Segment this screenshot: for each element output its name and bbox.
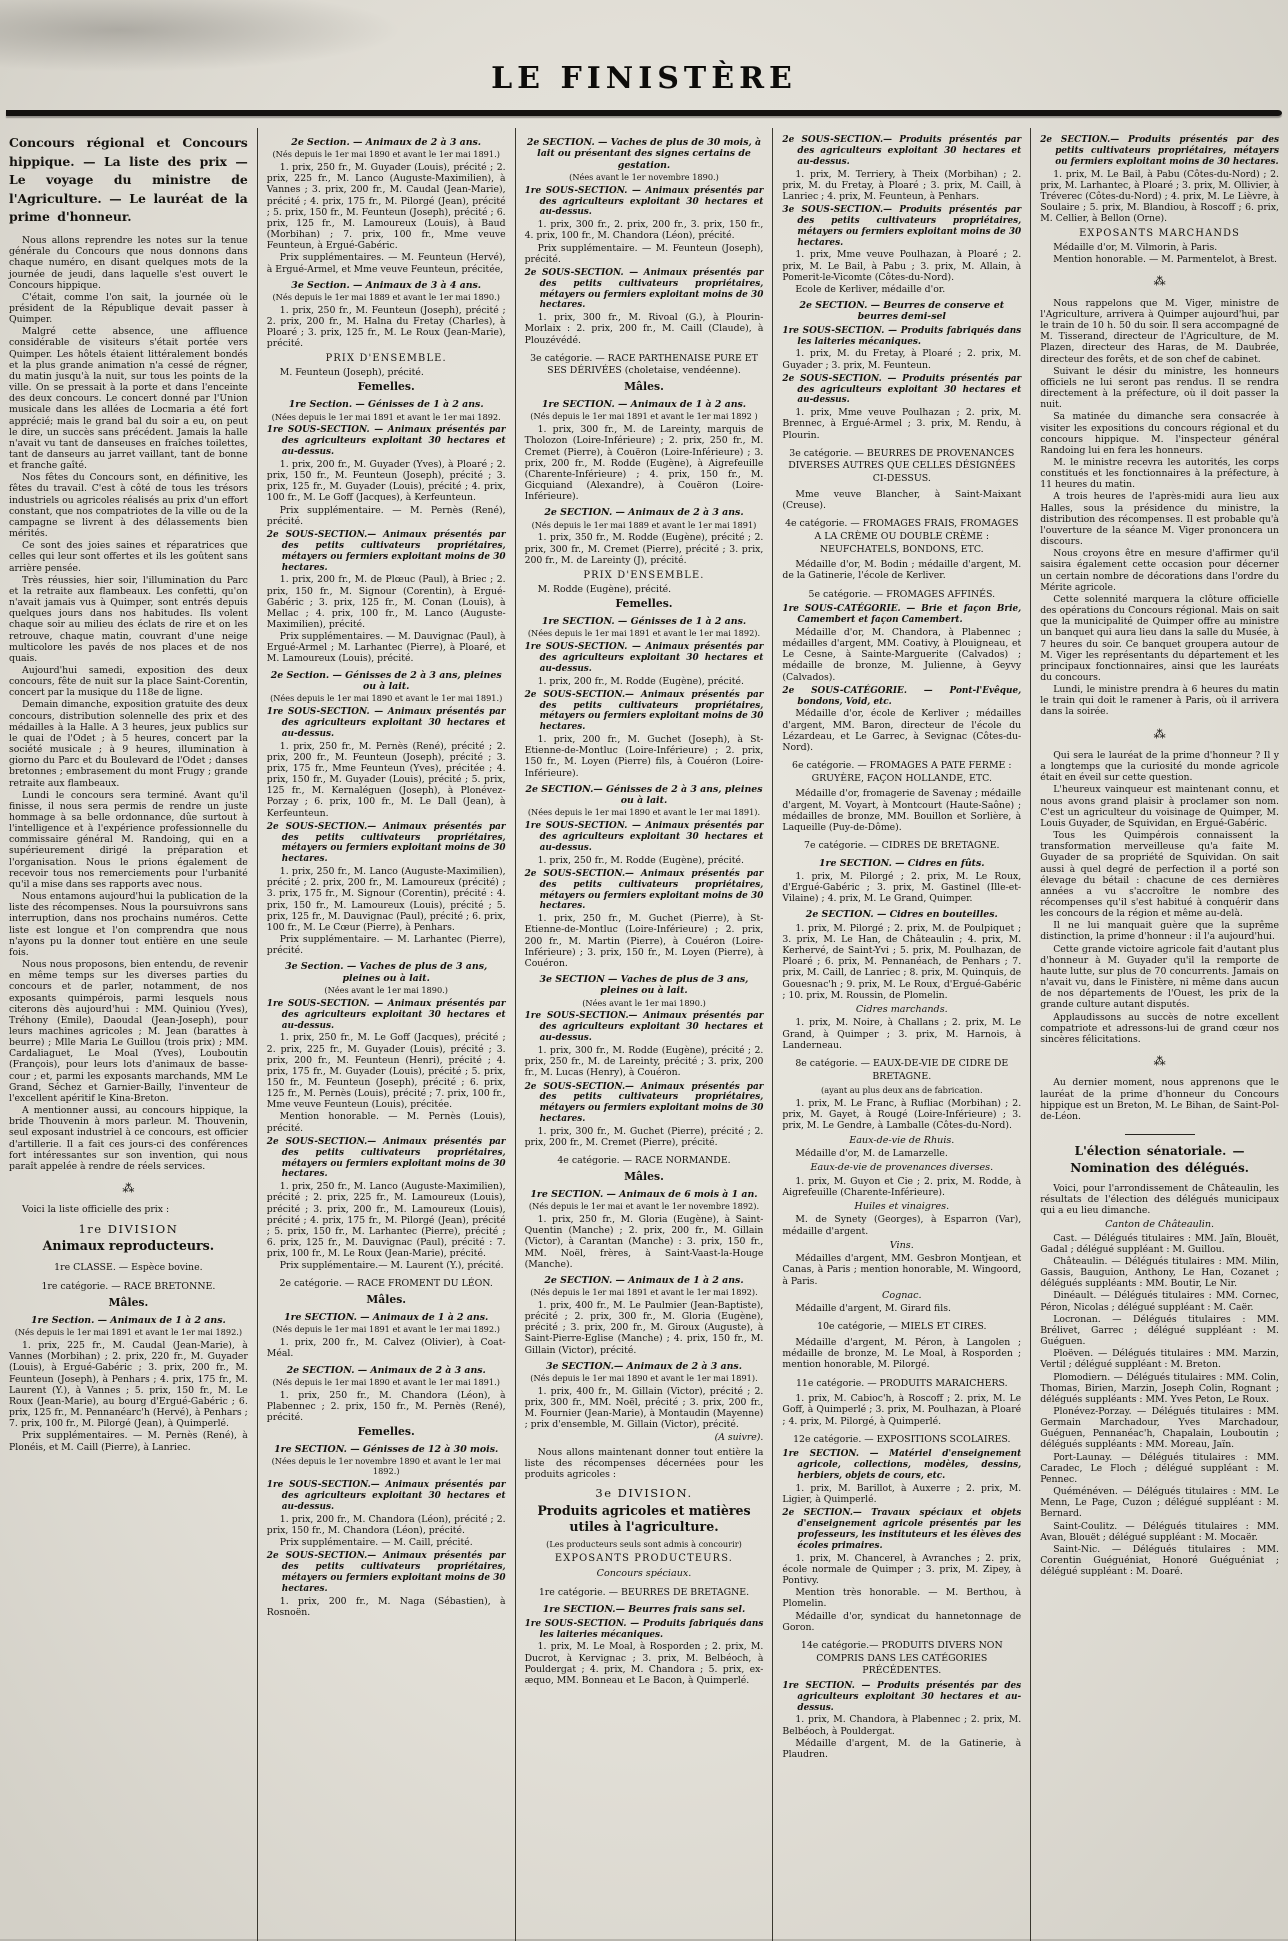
asterism-divider: ⁂ — [1153, 1054, 1166, 1069]
paragraph: Tous les Quimpérois connaissent la transformation merveilleuse qu'a faite M. Guyader de sa propriété de Squividan. On sait aussi à quel degré de perfection il a porté son élevage du bétail : chacune de ces dernières années a vu s'accroître le nombre des récompenses qu'il s'est habitué à conquérir dans les concours de la région et même au-delà. — [1040, 830, 1279, 920]
section-heading: 2e SECTION. — Cidres en bouteilles. — [805, 909, 998, 921]
date-note: (Nés depuis le 1er mai 1890 et avant le 1er mai 1891). — [530, 1373, 758, 1384]
subsection-heading: 1re SECTION. — Produits présentés par des agriculteurs exploitant 30 hectares et au-dessus. — [782, 1680, 1022, 1713]
paragraph: Sa matinée du dimanche sera consacrée à visiter les expositions du concours régional et du concours hippique. M. l'inspecteur général Randoing lui en fera les honneurs. — [1040, 411, 1279, 456]
division-title: 1re DIVISION — [78, 1221, 179, 1236]
paragraph: 1. prix, M. Barillot, à Auxerre ; 2. prix, M. Ligier, à Quimperlé. — [782, 1482, 1022, 1506]
paragraph: M. le ministre recevra les autorités, les corps constitués et les fonctionnaires à la préfecture, à 11 heures du matin. — [1040, 457, 1279, 491]
paragraph: Très réussies, hier soir, l'illumination du Parc et la retraite aux flambeaux. Les confetti, qu'on n'avait jamais vus à Quimper, sont entrés depuis quelques jours dans nos habitudes. Ils volent chaque soir au milieu des éclats de rire et on les retrouve, chaque matin, couvrant d'une neige multicolore les pavés de nos places et de nos quais. — [9, 574, 248, 664]
subsection-heading: 2e SOUS-SECTION. — Animaux présentés par des petits cultivateurs propriétaires, métayers ou fermiers exploitant moins de 30 hectares. — [524, 267, 764, 311]
paragraph: 1. prix, 350 fr., M. Rodde (Eugène), précité ; 2. prix, 300 fr., M. Cremet (Pierre), précité ; 3. prix, 200 fr., M. de Lareinty (J), précité. — [524, 532, 764, 566]
paragraph: Malgré cette absence, une affluence considérable de visiteurs s'était portée vers Quimper. Les hôtels étaient littéralement bondés et la plus grande animation n'a cessé de régner, du matin jusqu'à la nuit, sur tous les points de la ville. On se pressait à la porte et dans l'enceinte des deux concours. Le concert donné par l'Union musicale dans les allées de Locmaria a été fort apprécié; mais le grand bal du soir a eu, on peut le dire, un succès sans précédent. Jamais la halle n'avait vu tant de danseuses en fraîches toilettes, tant de danseurs au jarret vaillant, tant de bonne et franche gaîté. — [9, 326, 248, 472]
section-heading: 2e Section. — Animaux de 2 à 3 ans. — [291, 137, 482, 148]
date-note: (Les producteurs seuls sont admis à concourir) — [546, 1538, 742, 1549]
paragraph: Cette solennité marquera la clôture officielle des opérations du Concours régional. Mais on sait que la municipalité de Quimper offre au ministre un banquet qui aura lieu dans la salle du Musée, à 7 heures du soir. Ce banquet groupera autour de M. Viger les représentants du département et les principaux fonctionnaires, ainsi que les lauréats du concours. — [1040, 593, 1279, 683]
gender-heading: Femelles. — [357, 1425, 415, 1439]
newspaper-title: LE FINISTÈRE — [491, 61, 797, 96]
paragraph: L'heureux vainqueur est maintenant connu, et nous avons grand plaisir à proclamer son nom. C'est un agriculteur du voisinage de Quimper, M. Louis Guyader, de Squividan, en Ergué-Gabéric. — [1040, 784, 1279, 829]
section-heading: 2e SECTION. — Animaux de 1 à 2 ans. — [544, 1274, 744, 1286]
paragraph: 1. prix, M. Chancerel, à Avranches ; 2. prix, école normale de Quimper ; 3. prix, M. Zipey, à Pontivy. — [782, 1552, 1022, 1587]
category-heading: 1re catégorie. — RACE BRETONNE. — [41, 1281, 216, 1293]
asterism-divider: ⁂ — [122, 1181, 135, 1196]
paragraph: 1. prix, M. du Fretay, à Ploaré ; 2. prix, M. Guyader ; 3. prix, M. Feunteun. — [782, 348, 1022, 371]
section-heading: 2e SECTION. — Vaches de plus de 30 mois, à lait ou présentant des signes certains de gestation. — [526, 137, 762, 171]
italic-subhead: Eaux-de-vie de provenances diverses. — [810, 1162, 994, 1174]
paragraph: 1. prix, M. Guyon et Cie ; 2. prix, M. Rodde, à Aigrefeuille (Charente-Inférieure). — [782, 1175, 1022, 1198]
gender-heading: Femelles. — [357, 380, 415, 394]
paragraph: Médailles d'argent, MM. Gesbron Montjean, et Canas, à Paris ; mention honorable, M. Wingoord, à Paris. — [782, 1253, 1022, 1287]
paragraph: Médaille d'argent, M. Péron, à Langolen ; médaille de bronze, M. Le Moal, à Rosporden ; mention honorable, M. Pilorgé. — [782, 1337, 1022, 1371]
paragraph: Nous croyons être en mesure d'affirmer qu'il saisira également cette occasion pour décerner un certain nombre de décorations dans l'ordre du Mérite agricole. — [1040, 548, 1279, 593]
paragraph: 1. prix, 200 fr., M. de Plœuc (Paul), à Briec ; 2. prix, 150 fr., M. Signour (Corentin), à Ergué-Gabéric ; 3. prix, 125 fr., M. Conan (Louis), à Mellac ; 4. prix, 100 fr., M. Lanco (Auguste-Maximilien), précité. — [266, 574, 506, 630]
section-heading: 3e SECTION.— Animaux de 2 à 3 ans. — [546, 1360, 742, 1372]
italic-subhead: Cidres marchands. — [855, 1003, 948, 1015]
paragraph: 1. prix, M. Cabioc'h, à Roscoff ; 2. prix, M. Le Goff, à Quimperlé ; 3. prix, M. Poulhazan, à Ploaré ; 4. prix, M. Pilorgé, à Quimperlé. — [782, 1393, 1022, 1427]
center-heading: EXPOSANTS PRODUCTEURS. — [554, 1553, 734, 1565]
section-heading: 1re SECTION.— Beurres frais sans sel. — [542, 1604, 746, 1616]
section-heading: 2e SECTION. — Animaux de 2 à 3 ans. — [544, 507, 744, 519]
paragraph: Prix supplémentaire. — M. Feunteun (Joseph), précité. — [524, 242, 764, 265]
paragraph: Médaille d'argent, M. Girard fils. — [795, 1303, 951, 1315]
category-heading: 14e catégorie.— PRODUITS DIVERS NON COMPRIS DANS LES CATÉGORIES PRÉCÉDENTES. — [800, 1639, 1003, 1677]
masthead — [0, 0, 1288, 110]
paragraph: Prix supplémentaire. — M. Caill, précité. — [279, 1536, 473, 1548]
paragraph: 1. prix, 250 fr., M. Rodde (Eugène), précité. — [537, 854, 744, 866]
paragraph: Prix supplémentaires. — M. Dauvignac (Paul), à Ergué-Armel ; M. Larhantec (Pierre), à Ploaré, et M. Lamoureux (Louis), précité. — [266, 631, 506, 665]
category-heading: 8e catégorie. — EAUX-DE-VIE DE CIDRE DE BRETAGNE. — [795, 1057, 1009, 1082]
center-heading: PRIX D'ENSEMBLE. — [325, 353, 447, 365]
paragraph: 1. prix, M. Pilorgé ; 2. prix, M. Le Roux, d'Ergué-Gabéric ; 3. prix, M. Gastinel (Ille-et-Vilaine) ; 4. prix, M. Le Grand, Quimper. — [782, 871, 1022, 905]
subsection-heading: 1re SECTION. — Matériel d'enseignement agricole, collections, modèles, dessins, herbiers, objets de cours, etc. — [782, 1449, 1022, 1482]
subsection-heading: 1re SOUS-SECTION. — Animaux présentés par des agriculteurs exploitant 30 hectares et au-dessus. — [524, 821, 764, 853]
paragraph: Prix supplémentaire. — M. Larhantec (Pierre), précité. — [266, 934, 506, 957]
column-2 — [257, 128, 515, 1941]
category-heading: 1re CLASSE. — Espèce bovine. — [54, 1261, 203, 1273]
paragraph: 1. prix, 400 fr., M. Le Paulmier (Jean-Baptiste), précité ; 2. prix, 300 fr., M. Gloria (Eugène), précité ; 3. prix, 200 fr., M. Giroux (Auguste), à Saint-Pierre-Eglise (Manche) ; 4. prix, 150 fr., M. Gillain (Victor), précité. — [524, 1299, 764, 1356]
paragraph: 1. prix, 250 fr., M. Guyader (Louis), précité ; 2. prix, 225 fr., M. Lanco (Auguste-Maximilien), à Vannes ; 3. prix, 200 fr., M. Caudal (Jean-Marie), précité ; 4. prix, 175 fr., M. Pilorgé (Jean), précité ; 5. prix, 150 fr., M. Feunteun (Joseph), précité ; 6. prix, 125 fr., M. Lamoureux (Louis), à Baud (Morbihan) ; 7. prix, 100 fr., Mme veuve Feunteun, à Ergué-Gabéric. — [266, 162, 506, 252]
paragraph: 1. prix, M. Pilorgé ; 2. prix, M. de Poulpiquet ; 3. prix, M. Le Han, de Châteaulin ; 4. prix, M. Kerhervé, de Saint-Yvi ; 5. prix, M. Poulhazan, de Ploaré ; 6. prix, M. Pennanéach, de Penhars ; 7. prix, M. Caill, de Lanriec ; 8. prix, M. Quinquis, de Gouesnac'h ; 9. prix, M. Le Roux, d'Ergué-Gabéric ; 10. prix, M. Roussin, de Plomelin. — [782, 922, 1022, 1001]
date-note: (Nés depuis le 1er mai et avant le 1er novembre 1892). — [528, 1201, 760, 1212]
division-subtitle: Produits agricoles et matières utiles à l'agriculture. — [537, 1502, 751, 1535]
category-heading: 5e catégorie. — FROMAGES AFFINÉS. — [808, 588, 996, 600]
date-note: (Nés depuis le 1er mai 1891 et avant le 1er mai 1892 ) — [530, 411, 758, 422]
paragraph: Mention très honorable. — M. Berthou, à Plomelin. — [782, 1587, 1022, 1610]
date-note: (Nés depuis le 1er mai 1890 et avant le 1er mai 1891.) — [272, 1376, 500, 1387]
subsection-heading: 2e SOUS-SECTION. — Produits présentés par des agriculteurs exploitant 30 hectares et au-dessus. — [782, 373, 1022, 406]
division-subtitle: Animaux reproducteurs. — [42, 1238, 215, 1254]
paragraph: 1. prix, 250 fr., M. Lanco (Auguste-Maximilien), précité ; 2. prix, 200 fr., M. Lamoureux (précité) ; 3. prix, 175 fr., M. Signour (Corentin), précité : 4. prix, 150 fr., M. Lamoureux (Louis), précité ; 5. prix, 125 fr., M. Dauvignac (Paul), précité ; 6. prix, 100 fr., M. Le Cœur (Pierre), à Penhars. — [266, 866, 506, 933]
subsection-heading: 1re SOUS-SECTION. — Animaux présentés par des agriculteurs exploitant 30 hectares et au-dessus. — [524, 185, 764, 218]
paragraph: Lundi le concours sera terminé. Avant qu'il finisse, il nous sera permis de rendre un juste hommage à sa belle ordonnance, dûe surtout à l'intelligence et à l'expérience professionnelle du commissaire général M. Randoing, qui en a supérieurement dirigé la préparation et l'organisation. Nous le prions également de recevoir tous nos remerciements pour l'urbanité qu'il a mise dans ses rapports avec nous. — [9, 789, 248, 890]
paragraph: 1. prix, Mme veuve Poulhazan, à Ploaré ; 2. prix, M. Le Bail, à Pabu ; 3. prix, M. Allain, à Pomerit-le-Vicomte (Côtes-du-Nord). — [782, 249, 1022, 283]
paragraph: 1. prix, M. Terriery, à Theix (Morbihan) ; 2. prix, M. du Fretay, à Ploaré ; 3. prix, M. Caill, à Lanriec ; 4. prix, M. Feunteun, à Penhars. — [782, 168, 1022, 202]
paragraph: M. Rodde (Eugène), précité. — [537, 583, 672, 595]
paragraph: M. Feunteun (Joseph), précité. — [279, 367, 424, 379]
subsection-heading: 1re SOUS-CATÉGORIE. — Brie et façon Brie, Camembert et façon Camembert. — [782, 604, 1022, 626]
gender-heading: Femelles. — [615, 596, 673, 610]
subsection-heading: 2e SOUS-SECTION.— Animaux présentés par des petits cultivateurs propriétaires, métayers ou fermiers exploitant moins de 30 hectares. — [266, 1136, 506, 1180]
category-heading: 2e catégorie. — RACE FROMENT DU LÉON. — [279, 1278, 493, 1290]
paragraph: Saint-Coulitz. — Délégués titulaires : MM. Avan, Blouët ; délégué suppléant : M. Mocaër. — [1040, 1520, 1279, 1543]
paragraph: Plonévez-Porzay. — Délégués titulaires : MM. Germain Marchadour, Yves Marchadour, Guéguen, Pennanéac'h, Chapalain, Louboutin ; délégués suppléants : MM. Moreau, Jaïn. — [1040, 1405, 1279, 1451]
date-note: (Nées avant le 1er mai 1890.) — [324, 984, 448, 995]
subsection-heading: 3e SOUS-SECTION.— Produits présentés par des petits cultivateurs propriétaires, métayers ou fermiers exploitant moins de 30 hectares. — [782, 205, 1022, 248]
paragraph: 1. prix, 200 fr., M. Chandora (Léon), précité ; 2. prix, 150 fr., M. Chandora (Léon), précité. — [266, 1513, 506, 1536]
paragraph: Aujourd'hui samedi, exposition des deux concours, fête de nuit sur la place Saint-Corentin, concert par la musique du 118e de ligne. — [9, 664, 248, 699]
paragraph: Ce sont des joies saines et réparatrices que celles qui leur sont offertes et ils les goûtent sans arrière pensée. — [9, 540, 248, 574]
paragraph: Mme veuve Blancher, à Saint-Maixant (Creuse). — [782, 488, 1022, 511]
italic-subhead: Vins. — [889, 1239, 914, 1251]
section-heading: 1re Section. — Génisses de 1 à 2 ans. — [288, 399, 484, 411]
paragraph: Au dernier moment, nous apprenons que le lauréat de la prime d'honneur du Concours hippique est un Breton, M. Le Bihan, de Saint-Pol-de-Léon. — [1040, 1077, 1279, 1122]
paragraph: 1. prix, M. Le Bail, à Pabu (Côtes-du-Nord) ; 2. prix, M. Larhantec, à Ploaré ; 3. prix, M. Ollivier, à Tréverec (Côtes-du-Nord) ; 4. prix, M. Le Lièvre, à Soulaire ; 5. prix, M. Blandiou, à Roscoff ; 6. prix, M. Cellier, à Bellon (Orne). — [1040, 168, 1279, 225]
italic-subhead: Huiles et vinaigres. — [854, 1200, 950, 1212]
category-heading: 11e catégorie. — PRODUITS MARAICHERS. — [795, 1377, 1008, 1389]
subsection-heading: 1re SOUS-SECTION.— Animaux présentés par des agriculteurs exploitant 30 hectares et au-dessus. — [524, 1011, 764, 1044]
paragraph: 1. prix, 250 fr., M. Guchet (Pierre), à St-Etienne-de-Montluc (Loire-Inférieure) ; 2. prix, 200 fr., M. Martin (Pierre), à Couéron (Loire-Inférieure) ; 3. prix, 150 fr., M. Loyen (Pierre), à Couéron. — [524, 913, 764, 969]
paragraph: 1. prix, 250 fr., M. Le Goff (Jacques), précité ; 2. prix, 225 fr., M. Guyader (Louis), précité ; 3. prix, 200 fr., M. Feunteun (Henri), précité ; 4. prix, 175 fr., M. Guyader (Louis), précité ; 5. prix, 150 fr., M. Feunteun (Joseph), précité ; 6. prix, 125 fr., M. Pernès (Louis), précité ; 7. prix, 100 fr., Mme veuve Feunteun (Louis), précitée. — [266, 1032, 506, 1111]
paragraph: 1. prix, 250 fr., M. Feunteun (Joseph), précité ; 2. prix, 200 fr., M. Halna du Fretay (Charles), à Ploaré ; 3. prix, 125 fr., M. Le Roux (Jean-Marie), précité. — [266, 304, 506, 350]
paragraph: Prix supplémentaires. — M. Feunteun (Hervé), à Ergué-Armel, et Mme veuve Feunteun, précitée, — [266, 252, 506, 275]
section-heading: 1re SECTION. — Génisses de 1 à 2 ans. — [541, 615, 747, 627]
paragraph: Cette grande victoire agricole fait d'autant plus d'honneur à M. Guyader qu'il la remporte de haute lutte, sur plus de 70 concurrents. Jamais on n'avait vu, dans le Finistère, ni même dans aucun de nos départements de l'Ouest, les prix de la grande culture autant disputés. — [1040, 943, 1279, 1011]
column-1 — [0, 128, 257, 1941]
center-heading: EXPOSANTS MARCHANDS — [1079, 228, 1241, 240]
paragraph: 1. prix, 200 fr., M. Guyader (Yves), à Ploaré ; 2. prix, 150 fr., M. Feunteun (Joseph), précité ; 3. prix, 125 fr., M. Guyader (Louis), précité ; 4. prix, 100 fr., M. Le Goff (Jacques), à Kerfeunteun. — [266, 459, 506, 504]
date-note: (Nés depuis le 1er mai 1890 et avant le 1er mai 1891.) — [272, 149, 500, 160]
asterism-divider: ⁂ — [1153, 726, 1166, 741]
date-note: (Nées depuis le 1er mai 1890 et avant le 1er mai 1891.) — [270, 693, 503, 704]
paragraph: 1. prix, 200 fr., M. Naga (Sébastien), à Rosnoën. — [266, 1595, 506, 1618]
section-heading: 3e Section. — Vaches de plus de 3 ans, pleines ou à lait. — [285, 961, 488, 984]
subsection-heading: 1re SOUS-SECTION. — Produits fabriqués dans les laiteries mécaniques. — [524, 1618, 764, 1640]
section-heading: 1re SECTION. — Animaux de 6 mois à 1 an. — [530, 1188, 758, 1200]
subsection-heading: 2e SOUS-SECTION.— Animaux présentés par des petits cultivateurs propriétaires, métayers ou fermiers exploitant moins de 30 hectares. — [524, 868, 764, 912]
article-headline: L'élection sénatoriale. — Nomination des délégués. — [1070, 1144, 1249, 1175]
masthead-rule — [6, 110, 1282, 116]
subsection-heading: 1re SOUS-SECTION. — Animaux présentés par des agriculteurs exploitant 30 hectares et au-dessus. — [266, 998, 506, 1031]
gender-heading: Mâles. — [624, 380, 664, 394]
paragraph: 1. prix, M. Le Franc, à Rufliac (Morbihan) ; 2. prix, M. Gayet, à Rougé (Loire-Inférieure) ; 3. prix, M. Le Gendre, à Lamballe (Côtes-du-Nord). — [782, 1098, 1022, 1132]
subsection-heading: 1re SOUS-SECTION. — Animaux présentés par des agriculteurs exploitant 30 hectares et au-dessus. — [266, 707, 506, 739]
paragraph: C'était, comme l'on sait, la journée où le président de la République devait passer à Quimper. — [9, 291, 248, 326]
paragraph: 1. prix, M. Noire, à Challans ; 2. prix, M. Le Grand, à Quimper ; 3. prix, M. Harnois, à Landerneau. — [782, 1017, 1022, 1051]
category-heading: 4e catégorie. — FROMAGES FRAIS, FROMAGES A LA CRÈME OU DOUBLE CRÈME : NEUFCHATELS, BONDONS, ETC. — [785, 518, 1019, 555]
paragraph: 1. prix, 225 fr., M. Caudal (Jean-Marie), à Vannes (Morbihan) ; 2. prix, 220 fr., M. Guyader (Louis), à Ergué-Gabéric ; 3. prix, 200 fr., M. Feunteun (Joseph), à Penhars ; 4. prix, 175 fr., M. Laurent (Y.), à Vannes ; 5. prix, 150 fr., M. Le Roux (Jean-Marie), au bourg d'Ergué-Gabéric ; 6. prix, 125 fr., M. Pennanéarc'h (Hervé), à Penhars ; 7. prix, 100 fr., M. Pilorgé (Jean), à Quimperlé. — [9, 1340, 248, 1430]
paragraph: Saint-Nic. — Délégués titulaires : MM. Corentin Guéguéniat, Honoré Guéguéniat ; délégué suppléant : M. Doaré. — [1040, 1543, 1279, 1578]
paragraph: Nous allons reprendre les notes sur la tenue générale du Concours que nous donnons dans chaque numéro, en disant quelques mots de la journée de jeudi, dans laquelle s'est ouvert le Concours hippique. — [9, 235, 248, 291]
paragraph: 1. prix, 300 fr., M. Rivoal (G.), à Plourin-Morlaix : 2. prix, 200 fr., M. Caill (Claude), à Plouzévédé. — [524, 312, 764, 346]
subsection-heading: 1re SOUS-SECTION. — Animaux présentés par des agriculteurs exploitant 30 hectares et au-dessus. — [266, 425, 506, 458]
asterism-divider: ⁂ — [1153, 274, 1166, 289]
paragraph: Port-Launay. — Délégués titulaires : MM. Caradec, Le Floch ; délégué suppléant : M. Pennec. — [1040, 1451, 1279, 1485]
column-container — [0, 128, 1288, 1941]
paragraph: Nous nous proposons, bien entendu, de revenir en même temps sur les diverses parties du concours et de parler, notamment, de nos exposants quimpérois, parmi lesquels nous citerons dès aujourd'hui : MM. Quiniou (Yves), Tréhony (Emile), Daoudal (Jean-Joseph), pour leurs machines agricoles ; M. Jean (barattes à beurre) ; Mlle Maria Le Guillou (trois prix) ; MM. Cardaliaguet, Le Moal (Yves), Louboutin (François), pour leurs lots d'animaux de basse-cour ; et, parmi les exposants marchands, MM Le Grand, Séchez et Garnier-Bailly, l'inventeur de l'excellent apéritif le Kina-Breton. — [9, 959, 248, 1104]
paragraph: Médaille d'or, école de Kerliver ; médailles d'argent, MM. Baron, directeur de l'école du Lézardeau, et Le Garrec, à Sevignac (Côtes-du-Nord). — [782, 708, 1022, 753]
paragraph: Voici la liste officielle des prix : — [22, 1204, 170, 1216]
subsection-heading: 2e SOUS-SECTION.— Animaux présentés par des petits cultivateurs propriétaires, métayers ou fermiers exploitant moins de 30 hectares. — [524, 689, 764, 733]
paragraph: Médaille d'or, M. Vilmorin, à Paris. — [1053, 242, 1218, 254]
subsection-heading: 2e SECTION.— Produits présentés par des petits cultivateurs propriétaires, métayers ou fermiers exploitant moins de 30 hectares. — [1040, 135, 1279, 167]
paragraph: 1. prix, 200 fr., M. Calvez (Olivier), à Coat-Méal. — [266, 1337, 506, 1360]
category-heading: 1re catégorie. — BEURRES DE BRETAGNE. — [538, 1586, 750, 1598]
section-heading: 1re SECTION. — Cidres en fûts. — [819, 857, 985, 869]
article-headline: Concours régional et Concours hippique. — La liste des prix — Le voyage du ministre de l'Agriculture. — Le lauréat de la prime d'honneur. — [9, 135, 248, 225]
gender-heading: Mâles. — [366, 1293, 407, 1307]
paragraph: Châteaulin. — Délégués titulaires : MM. Milin, Gassis, Bauguion, Anthony, Le Han, Cozanet ; délégués suppléants : MM. Boutir, Le Nir. — [1040, 1255, 1279, 1290]
paragraph: 1. prix, M. Le Moal, à Rosporden ; 2. prix, M. Ducrot, à Kervignac ; 3. prix, M. Belbéoch, à Pouldergat ; 4. prix, M. Chandora ; 5. prix, ex-æquo, MM. Bonneau et Le Bacon, à Quimperlé. — [524, 1641, 764, 1686]
subsection-heading: 2e SECTION.— Travaux spéciaux et objets d'enseignement agricole présentés par les professeurs, les instituteurs et les élèves des écoles primaires. — [782, 1508, 1022, 1551]
paragraph: Voici, pour l'arrondissement de Châteaulin, les résultats de l'élection des délégués municipaux qui a eu lieu dimanche. — [1040, 1182, 1279, 1216]
paragraph: 1. prix, 200 fr., M. Rodde (Eugène), précité. — [537, 675, 744, 687]
paragraph: Cast. — Délégués titulaires : MM. Jaïn, Blouët, Gadal ; délégué suppléant : M. Guillou. — [1040, 1232, 1279, 1255]
section-heading: 2e Section. — Génisses de 2 à 3 ans, pleines ou à lait. — [270, 669, 502, 692]
date-note: (Nées depuis le 1er mai 1890 et avant le 1er mai 1891). — [527, 807, 761, 818]
paragraph: Médaille d'argent, M. de la Gatinerie, à Plaudren. — [782, 1737, 1022, 1760]
date-note: (Nés depuis le 1er mai 1889 et avant le 1er mai 1891) — [531, 519, 757, 530]
center-heading: PRIX D'ENSEMBLE. — [583, 569, 705, 581]
subsection-heading: 2e SOUS-CATÉGORIE. — Pont-l'Evêque, bondons, Void, etc. — [782, 685, 1022, 707]
paragraph: Médaille d'or, fromagerie de Savenay ; médaille d'argent, M. Voyart, à Montcourt (Haute-Saône) ; médailles de bronze, MM. Bouillon et Sorlière, à Laqueille (Puy-de-Dôme). — [782, 788, 1022, 833]
paragraph: Mention honorable. — M. Pernès (Louis), précité. — [266, 1111, 506, 1134]
date-note: (Nés depuis le 1er mai 1891 et avant le 1er mai 1892.) — [272, 1324, 500, 1335]
category-heading: 12e catégorie. — EXPOSITIONS SCOLAIRES. — [793, 1433, 1011, 1445]
section-heading: 2e SECTION. — Animaux de 2 à 3 ans. — [286, 1364, 486, 1376]
paragraph: 1. prix, 250 fr., M. Lanco (Auguste-Maximilien), précité ; 2. prix, 225 fr., M. Lamoureux (Louis), précité ; 3. prix, 200 fr., M. Lamoureux (Louis), précité ; 4. prix, 175 fr., M. Pilorgé (Jean), précité ; 5. prix, 150 fr., M. Larhantec (Pierre), précité ; 6. prix, 125 fr., M. Dauvignac (Paul), précité : 7. prix, 100 fr., M. Le Roux (Jean-Marie), précité. — [266, 1181, 506, 1260]
italic-subhead: Cognac. — [881, 1289, 922, 1301]
column-4 — [772, 128, 1030, 1941]
date-note: (Nées depuis le 1er mai 1891 et avant le 1er mai 1892). — [527, 628, 761, 639]
paragraph: Suivant le désir du ministre, les honneurs officiels ne lui seront pas rendus. Il se rendra directement à la préfecture, où il doit passer la nuit. — [1040, 365, 1279, 411]
section-heading: 2e SECTION. — Beurres de conserve et beurres demi-sel — [799, 300, 1005, 323]
paragraph: Prix supplémentaires. — M. Pernès (René), à Plonéis, et M. Caill (Pierre), à Lanriec. — [9, 1430, 248, 1453]
category-heading: 6e catégorie. — FROMAGES A PATE FERME : GRUYÈRE, FAÇON HOLLANDE, ETC. — [792, 760, 1012, 784]
paragraph: Applaudissons au succès de notre excellent compatriote et adressons-lui de grand cœur nos sincères félicitations. — [1040, 1011, 1279, 1045]
date-note: (Nées depuis le 1er mai 1891 et avant le 1er mai 1892. — [271, 411, 501, 422]
date-note: (Nés depuis le 1er mai 1891 et avant le 1er mai 1892.) — [14, 1327, 243, 1338]
date-note: (Nés depuis le 1er mai 1889 et avant le 1er mai 1890.) — [272, 291, 500, 302]
paragraph: Ploëven. — Délégués titulaires : MM. Marzin, Vertil ; délégué suppléant : M. Breton. — [1040, 1348, 1279, 1371]
paragraph: Médaille d'or, M. de Lamarzelle. — [795, 1148, 948, 1159]
continuation-note: (A suivre). — [714, 1432, 764, 1444]
category-heading: 3e catégorie. — BEURRES DE PROVENANCES DIVERSES AUTRES QUE CELLES DÉSIGNÉES CI-DESSUS. — [788, 447, 1016, 485]
subsection-heading: 2e SOUS-SECTION.— Produits présentés par des agriculteurs exploitant 30 hectares et au-dessus. — [782, 135, 1022, 167]
italic-subhead: Eaux-de-vie de Rhuis. — [849, 1134, 955, 1146]
category-heading: 4e catégorie. — RACE NORMANDE. — [557, 1155, 731, 1167]
paragraph: Dinéault. — Délégués titulaires : MM. Cornec, Péron, Nicolas ; délégué suppléant : M. Caër. — [1040, 1290, 1279, 1313]
paragraph: 1. prix, 300 fr., M. Guchet (Pierre), précité ; 2. prix, 200 fr., M. Cremet (Pierre), précité. — [524, 1125, 764, 1149]
separator-rule — [1125, 1134, 1195, 1135]
date-note: (Nées avant le 1er mai 1890.) — [582, 997, 706, 1008]
paragraph: Nos fêtes du Concours sont, en définitive, les fêtes du travail. C'est à côté de tous les trésors industriels ou agricoles réalisés au prix d'un effort constant, que nos compatriotes de la ville ou de la campagne se livrent à des délassements bien mérités. — [9, 472, 248, 540]
subsection-heading: 2e SOUS-SECTION.— Animaux présentés par des petits cultivateurs propriétaires, métayers ou fermiers exploitant moins de 30 hectares. — [266, 1551, 506, 1594]
paragraph: Médaille d'or, M. Chandora, à Plabennec ; médailles d'argent, MM. Coativy, à Plouigneau, et Le Cesne, à Sainte-Marguerite (Calvados) ; médaille de bronze, M. Julienne, à Geyvy (Calvados). — [782, 626, 1022, 683]
subsection-heading: 2e SOUS-SECTION.— Animaux présentés par des petits cultivateurs propriétaires, métayers ou fermiers exploitant moins de 30 hectares. — [524, 1081, 764, 1125]
paragraph: Lundi, le ministre prendra à 6 heures du matin le train qui doit le ramener à Paris, où il arrivera dans la soirée. — [1040, 684, 1279, 718]
subsection-heading: 1re SOUS-SECTION. — Animaux présentés par des agriculteurs exploitant 30 hectares et au-dessus. — [524, 641, 764, 674]
paragraph: Nous entamons aujourd'hui la publication de la liste des récompenses. Nous la poursuivrons sans interruption, dans nos prochains numéros. Cette liste est longue et l'on comprendra que nous n'ayons pu la donner tout entière en une seule fois. — [9, 891, 248, 958]
section-heading: 2e SECTION.— Génisses de 2 à 3 ans, pleines ou à lait. — [525, 783, 763, 806]
paragraph: Nous allons maintenant donner tout entière la liste des récompenses décernées pour les produits agricoles : — [524, 1446, 764, 1480]
paragraph: Médaille d'or, syndicat du hannetonnage de Goron. — [782, 1610, 1022, 1633]
gender-heading: Mâles. — [624, 1169, 664, 1183]
category-heading: 3e catégorie. — RACE PARTHENAISE PURE ET SES DÉRIVÉES (choletaise, vendéenne). — [530, 352, 758, 377]
paragraph: Mention honorable. — M. Parmentelot, à Brest. — [1053, 254, 1277, 266]
subsection-heading: 1re SOUS-SECTION.— Animaux présentés par des agriculteurs exploitant 30 hectares et au-dessus. — [266, 1480, 506, 1512]
paragraph: Nous rappelons que M. Viger, ministre de l'Agriculture, arrivera à Quimper aujourd'hui, par le train de 10 h. 50 du soir. Il sera accompagné de M. Tisserand, directeur de l'Agriculture, de M. Plazen, directeur des Haras, de M. Daubrée, directeur des forêts, et de son chef de cabinet. — [1040, 297, 1279, 365]
paragraph: Qui sera le lauréat de la prime d'honneur ? Il y a longtemps que la curiosité du monde agricole était en éveil sur cette question. — [1040, 749, 1279, 784]
category-heading: 10e catégorie, — MIELS ET CIRES. — [817, 1321, 987, 1333]
division-title: 3e DIVISION. — [595, 1486, 693, 1501]
section-heading: 1re SECTION. — Animaux de 1 à 2 ans. — [541, 399, 747, 411]
paragraph: 1. prix, M. Chandora, à Plabennec ; 2. prix, M. Belbéoch, à Pouldergat. — [782, 1714, 1022, 1737]
paragraph: 1. prix, 250 fr., M. Chandora (Léon), à Plabennec ; 2. prix, 150 fr., M. Pernès (René), précité. — [266, 1389, 506, 1423]
date-note: (Nées avant le 1er novembre 1890.) — [569, 171, 719, 182]
date-note: (ayant au plus deux ans de fabrication. — [821, 1085, 983, 1096]
category-heading: 7e catégorie. — CIDRES DE BRETAGNE. — [804, 840, 1000, 852]
column-3 — [515, 128, 773, 1941]
paragraph: 1. prix, 200 fr., M. Guchet (Joseph), à St-Etienne-de-Montluc (Loire-Inférieure) ; 2. prix, 150 fr., M. Loyen (Pierre) fils, à Couéron (Loire-Inférieure). — [524, 734, 764, 779]
paragraph: Quéménéven. — Délégués titulaires : MM. Le Menn, Le Page, Cuzon ; délégué suppléant : M. Bernard. — [1040, 1486, 1279, 1520]
section-heading: 3e Section. — Animaux de 3 à 4 ans. — [291, 279, 482, 291]
paragraph: Demain dimanche, exposition gratuite des deux concours, distribution solennelle des prix et des médailles à la Halle. A 3 heures, jeux publics sur le quai de l'Odet ; à 5 heures, concert par la société musicale ; à 9 heures, illumination à giorno du Parc et du Boulevard de l'Odet ; danses bretonnes ; embrasement du mont Frugy ; grande retraite aux flambeaux. — [9, 699, 248, 789]
paragraph: 1. prix, 250 fr., M. Gloria (Eugène), à Saint-Quentin (Manche) ; 2. prix, 200 fr., M. Gillain (Victor), à Carantan (Manche) : 3. prix, 150 fr., MM. Noël, frères, à Saint-Vaast-la-Houge (Manche). — [524, 1214, 764, 1270]
date-note: (Nées depuis le 1er novembre 1890 et avant le 1er mai 1892.) — [271, 1456, 501, 1477]
column-5 — [1030, 128, 1288, 1941]
paragraph: Prix supplémentaire. — M. Pernès (René), précité. — [266, 504, 506, 527]
paragraph: Plomodiern. — Délégués titulaires : MM. Colin, Thomas, Birien, Marzin, Joseph Colin, Rognant ; délégués suppléants : MM. Yves Peton, Le Roux. — [1040, 1371, 1279, 1405]
paragraph: 1. prix, 400 fr., M. Gillain (Victor), précité ; 2. prix, 300 fr., MM. Noël, précité ; 3. prix, 200 fr., M. Fournier (Jean-Marie), à Montaudin (Mayenne) ; prix d'ensemble, M. Gillain (Victor), précité. — [524, 1385, 764, 1431]
gender-heading: Mâles. — [108, 1296, 149, 1310]
paragraph: Il ne lui manquait guère que la suprême distinction, la prime d'honneur : il l'a aujourd'hui. — [1040, 920, 1279, 943]
paragraph: 1. prix, 300 fr., 2. prix, 200 fr., 3. prix, 150 fr., 4. prix, 100 fr., M. Chandora (Léon), précité. — [524, 219, 764, 242]
section-heading: 1re Section. — Animaux de 1 à 2 ans. — [31, 1315, 226, 1327]
section-heading: 1re SECTION. — Génisses de 12 à 30 mois. — [274, 1444, 499, 1456]
subsection-heading: 2e SOUS-SECTION.— Animaux présentés par des petits cultivateurs propriétaires, métayers ou fermiers exploitant moins de 30 hectares. — [266, 529, 506, 573]
paragraph: A mentionner aussi, au concours hippique, la bride Thouvenin à mors parleur. M. Thouvenin, seul exposant industriel à ce concours, est officier d'artillerie. Il a fait ces jours-ci des conférences fort intéressantes sur son invention, qui nous paraît appelée à rendre de réels services. — [9, 1105, 248, 1172]
paragraph: 1. prix, 300 fr., M. de Lareinty, marquis de Tholozon (Loire-Inférieure) ; 2. prix, 250 fr., M. Cremet (Pierre), à Couëron (Loire-Inférieure) ; 3. prix, 200 fr., M. Rodde (Eugène), à Aigrefeuille (Charente-Inférieure) ; 4. prix, 150 fr., M. Gicquiand (Alexandre), à Couëron (Loire-Inférieure). — [524, 424, 764, 503]
subsection-heading: 1re SOUS-SECTION. — Produits fabriqués dans les laiteries mécaniques. — [782, 325, 1022, 347]
paragraph: Médaille d'or, M. Bodin ; médaille d'argent, M. de la Gatinerie, l'école de Kerliver. — [782, 559, 1022, 582]
section-heading: 1re SECTION. — Animaux de 1 à 2 ans. — [284, 1312, 489, 1324]
paragraph: A trois heures de l'après-midi aura lieu aux Halles, sous la présidence du ministre, la distribution des récompenses. Il est probable qu'à l'ouverture de la séance M. Viger prononcera un discours. — [1040, 491, 1279, 548]
paragraph: 1. prix, 300 fr., M. Rodde (Eugène), précité ; 2. prix, 250 fr., M. de Lareinty, précité ; 3. prix, 200 fr., M. Lucas (Henry), à Couéron. — [524, 1045, 764, 1079]
paragraph: 1. prix, Mme veuve Poulhazan ; 2. prix, M. Brennec, à Ergué-Armel ; 3. prix, M. Rendu, à Plourin. — [782, 407, 1022, 441]
paragraph: 1. prix, 250 fr., M. Pernès (René), précité ; 2. prix, 200 fr., M. Feunteun (Joseph), précité ; 3. prix, 175 fr., Mme Feunteun (Yves), précitée ; 4. prix, 150 fr., M. Guyader (Louis), précité ; 5. prix, 125 fr., M. Kernaléguen (Joseph), à Plonévez-Porzay ; 6. prix, 100 fr., M. Le Dall (Jean), à Kerfeunteun. — [266, 740, 506, 819]
section-heading: 3e SECTION — Vaches de plus de 3 ans, pleines ou à lait. — [539, 974, 749, 997]
paragraph: Locronan. — Délégués titulaires : MM. Brélivet, Garrec ; délégué suppléant : M. Guéguen. — [1040, 1313, 1279, 1348]
italic-subhead: Canton de Châteaulin. — [1105, 1219, 1215, 1231]
subsection-heading: 2e SOUS-SECTION.— Animaux présentés par des petits cultivateurs propriétaires, métayers ou fermiers exploitant moins de 30 hectares. — [266, 821, 506, 865]
paragraph: M. de Synety (Georges), à Esparron (Var), médaille d'argent. — [782, 1214, 1022, 1237]
paragraph: Prix supplémentaire.— M. Laurent (Y.), précité. — [279, 1260, 504, 1272]
italic-subhead: Concours spéciaux. — [596, 1568, 692, 1580]
paragraph: Ecole de Kerliver, médaille d'or. — [795, 283, 946, 295]
date-note: (Nés depuis le 1er mai 1891 et avant le 1er mai 1892). — [530, 1287, 758, 1298]
